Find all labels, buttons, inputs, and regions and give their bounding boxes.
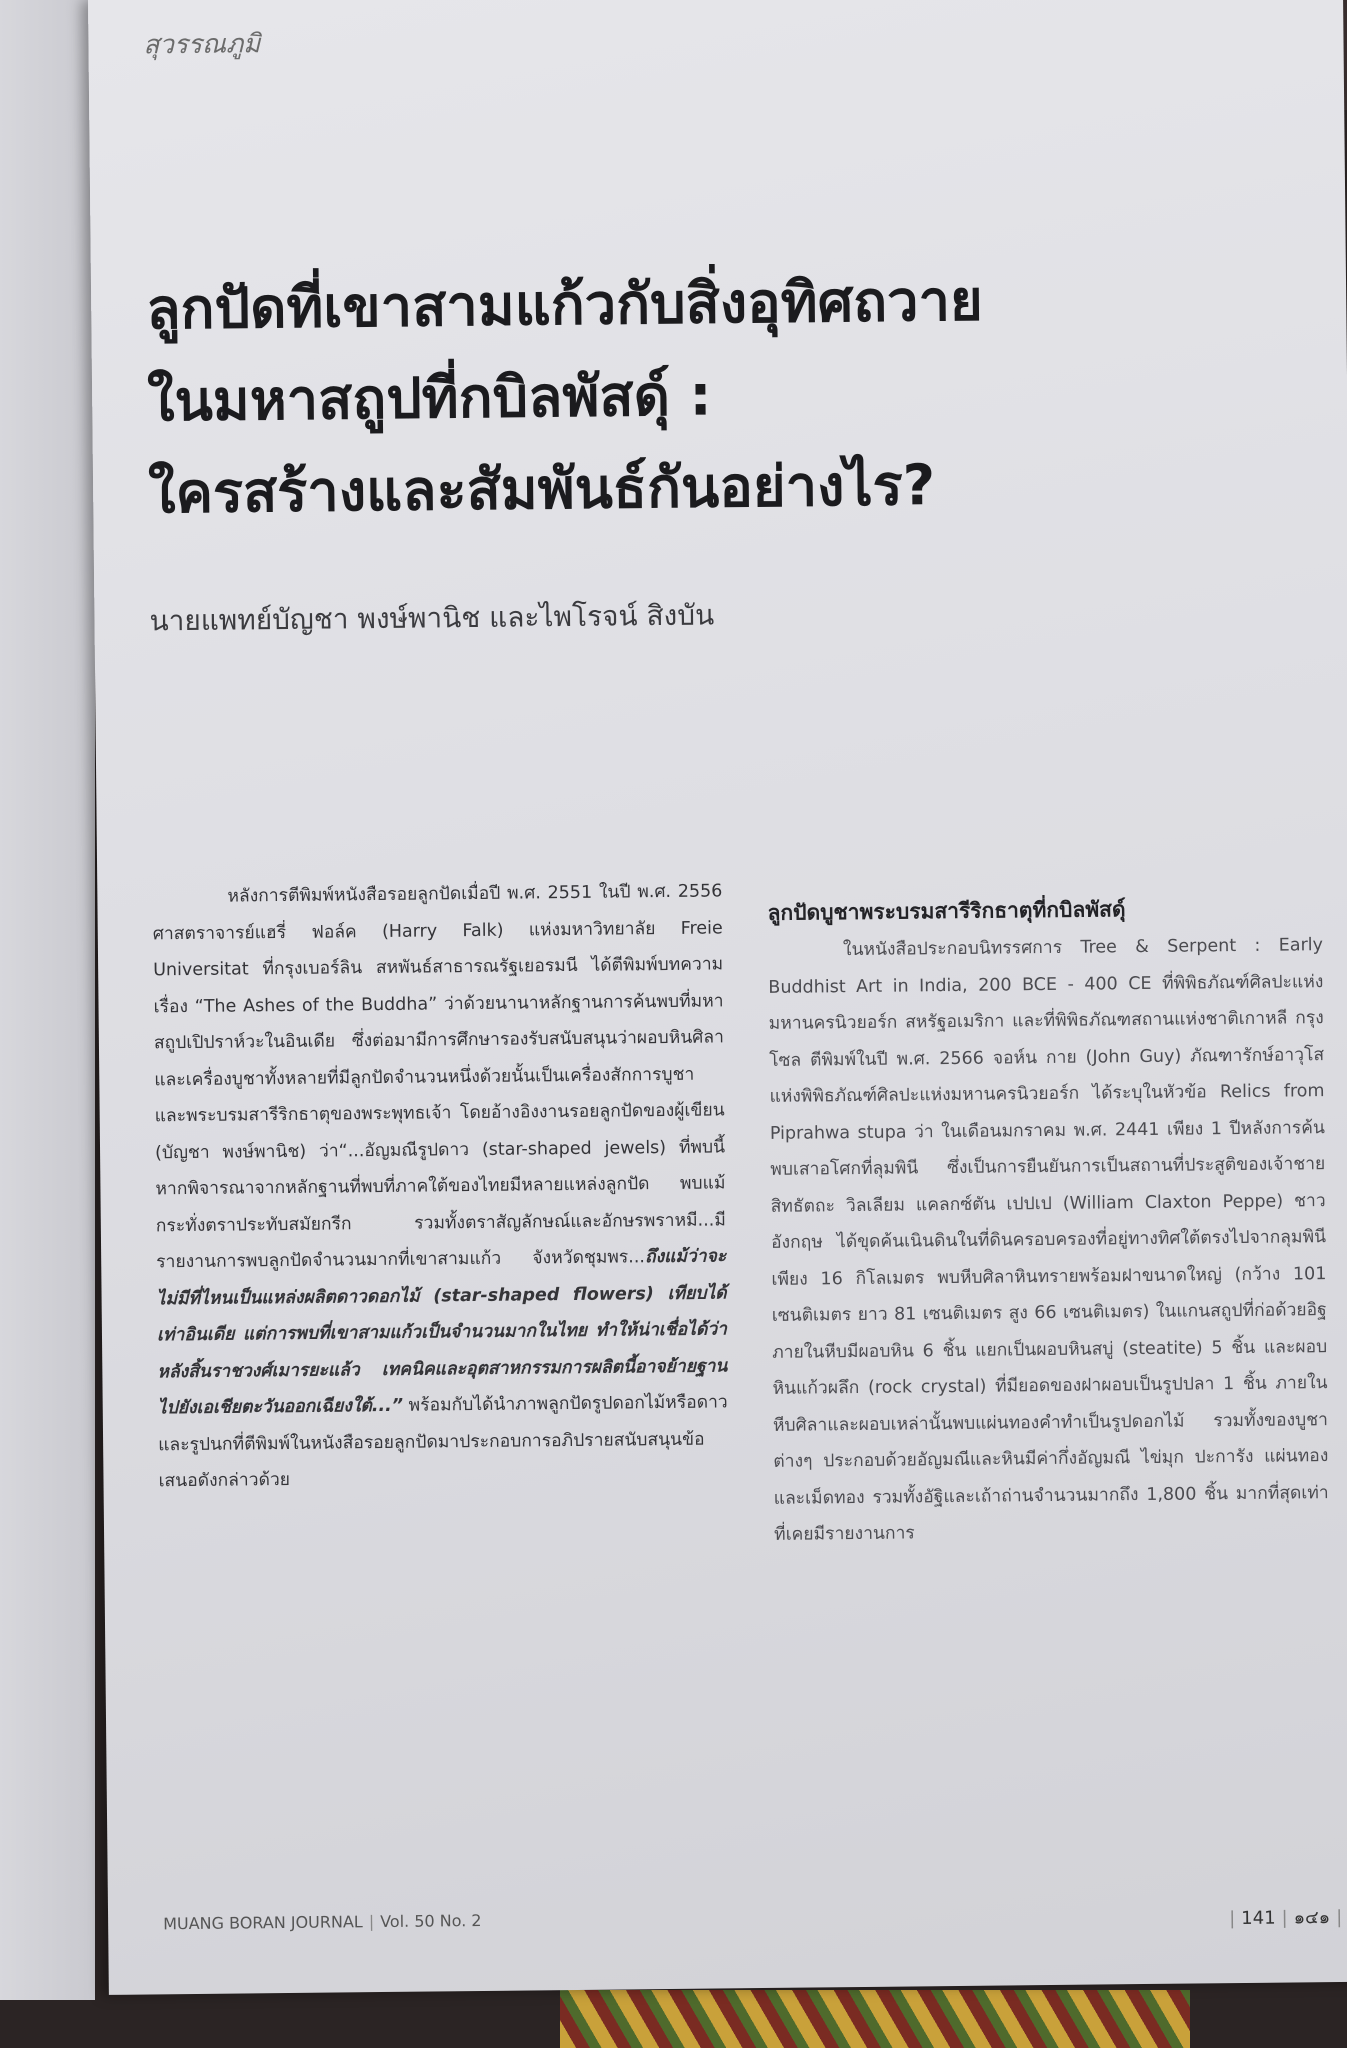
quote-emphasis: ถึงแม้ว่าจะไม่มีที่ไหนเป็นแหล่งผลิตดาวดอกไม้ (star-shaped flowers) เทียบได้เท่าอินเดีย แต่การพบที่เขาสามแก้วเป็นจำนวนมากในไทย ทำให้น่าเชื่อได้ว่าหลังสิ้นราชวงศ์เมารยะแล้ว เทคนิคและอุตสาหกรรมการผลิตนี้อาจย้ายฐานไปยังเอเชียตะวันออกเฉียงใต้...” (156, 1246, 728, 1419)
quote-text: “...อัญมณีรูปดาว (star-shaped jewels) ที่พบนี้ หากพิจารณาจากหลักฐานที่พบที่ภาคใต้ของไทยมีหลายแหล่งลูกปัด พบแม้กระทั่งตราประทับสมัยกรีก รวมทั้งตราสัญลักษณ์และอักษรพราหมี...มีรายงานการพบลูกปัดจำนวนมากที่เขาสามแก้ว จังหวัดชุมพร... (155, 1136, 726, 1273)
previous-page-edge (0, 0, 95, 2000)
paragraph-tail: พร้อมกับได้นำภาพลูกปัดรูปดอกไม้หรือดาวและรูปนกที่ตีพิมพ์ในหนังสือรอยลูกปัดมาประกอบการอภิปรายสนับสนุนข้อเสนอดังกล่าวด้วย (158, 1392, 728, 1492)
footer-separator: | (1336, 1906, 1343, 1929)
paragraph: ในหนังสือประกอบนิทรรศการ Tree & Serpent : Early Buddhist Art in India, 200 BCE - 400 CE ที่พิพิธภัณฑ์ศิลปะแห่งมหานครนิวยอร์ก สหรัฐอเมริกา และที่พิพิธภัณฑสถานแห่งชาติเกาหลี กรุงโซล ตีพิมพ์ในปี พ.ศ. 2566 จอห์น กาย (John Guy) ภัณฑารักษ์อาวุโสแห่งพิพิธภัณฑ์ศิลปะแห่งมหานครนิวยอร์ก ได้ระบุในหัวข้อ Relics from Piprahwa stupa ว่า ในเดือนมกราคม พ.ศ. 2441 เพียง 1 ปีหลังการค้นพบเสาอโศกที่ลุมพินี ซึ่งเป็นการยืนยันการเป็นสถานที่ประสูติของเจ้าชายสิทธัตถะ วิลเลียม แคลกซ์ตัน เปปเป (William Claxton Peppe) ชาวอังกฤษ ได้ขุดค้นเนินดินในที่ดินครอบครองที่อยู่ทางทิศใต้ตรงไปจากลุมพินีเพียง 16 กิโลเมตร พบหีบศิลาหินทรายพร้อมฝาขนาดใหญ่ (กว้าง 101 เซนติเมตร ยาว 81 เซนติเมตร สูง 66 เซนติเมตร) ในแกนสถูปที่ก่อด้วยอิฐ ภายในหีบมีผอบหิน 6 ชิ้น แยกเป็นผอบหินสบู่ (steatite) 5 ชิ้น และผอบหินแก้วผลึก (rock crystal) ที่มียอดของฝาผอบเป็นรูปปลา 1 ชิ้น ภายในหีบศิลาและผอบเหล่านั้นพบแผ่นทองคำทำเป็นรูปดอกไม้ รวมทั้งของบูชาต่างๆ ประกอบด้วยอัญมณีและหินมีค่ากึ่งอัญมณี ไข่มุก ปะการัง แผ่นทองและเม็ดทอง รวมทั้งอัฐิและเถ้าถ่านจำนวนมากถึง 1,800 ชิ้น มากที่สุดเท่าที่เคยมีรายงานการ (768, 935, 1329, 1545)
journal-volume: Vol. 50 No. 2 (380, 1910, 482, 1932)
page-number (1223, 1902, 1347, 1932)
article-authors: นายแพทย์บัญชา พงษ์พานิช และไพโรจน์ สิงบัน (149, 598, 715, 638)
left-column (152, 873, 728, 1499)
title-line: ใครสร้างและสัมพันธ์กันอย่างไร? (147, 453, 936, 527)
journal-footer (163, 1911, 482, 1933)
journal-name: MUANG BORAN JOURNAL (163, 1912, 363, 1934)
title-line: ลูกปัดที่เขาสามแก้วกับสิ่งอุทิศถวาย (145, 268, 984, 343)
article-title (146, 254, 1149, 540)
title-line: ในมหาสถูปที่กบิลพัสดุ์ : (146, 363, 713, 435)
footer-separator: | (368, 1912, 375, 1932)
footer-separator: | (1281, 1907, 1288, 1929)
paragraph-text: หลังการตีพิมพ์หนังสือรอยลูกปัดเมื่อปี พ.ศ. 2551 ในปี พ.ศ. 2556 ศาสตราจารย์แฮรี่ ฟอล์ค (Harry Falk) แห่งมหาวิทยาลัย Freie Universitat ที่กรุงเบอร์ลิน สหพันธ์สาธารณรัฐเยอรมนี ได้ตีพิมพ์บทความเรื่อง “The Ashes of the Buddha” ว่าด้วยนานาหลักฐานการค้นพบที่มหาสถูปเปิปราห์วะในอินเดีย ซึ่งต่อมามีการศึกษารองรับสนับสนุนว่าผอบหินศิลา และเครื่องบูชาทั้งหลายที่มีลูกปัดจำนวนหนึ่งด้วยนั้นเป็นเครื่องสักการบูชาและพระบรมสารีริกธาตุของพระพุทธเจ้า โดยอ้างอิงงานรอยลูกปัดของผู้เขียน (บัญชา พงษ์พานิช) ว่า (152, 881, 725, 1163)
footer-separator: | (1229, 1908, 1236, 1930)
paragraph (152, 873, 728, 1499)
page-number-thai: ๑๔๑ (1293, 1907, 1331, 1929)
fabric-pattern (560, 1990, 1190, 2048)
section-header: สุวรรณภูมิ (143, 29, 261, 61)
right-column (767, 887, 1329, 1553)
section-subheading: ลูกปัดบูชาพระบรมสารีริกธาตุที่กบิลพัสดุ์ (767, 897, 1126, 925)
journal-page (88, 0, 1347, 1995)
page-number-arabic: 141 (1241, 1907, 1276, 1930)
